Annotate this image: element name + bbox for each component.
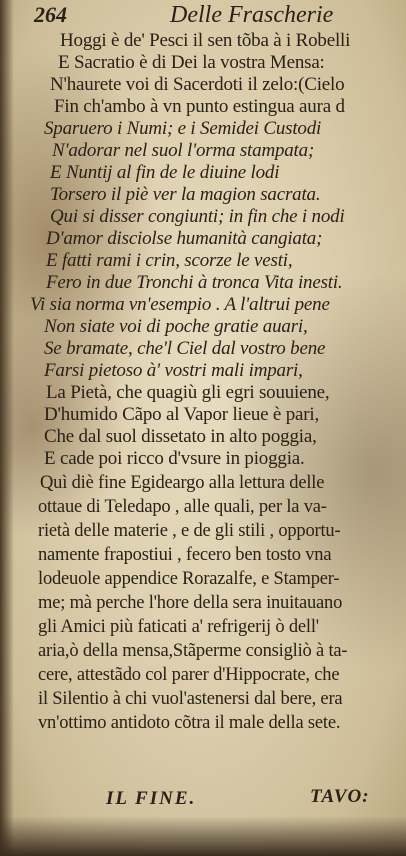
prose-line: gli Amici più faticati a' refrigerij ò dell' (38, 617, 319, 637)
prose-line: namente frapostiui , fecero ben tosto vna (38, 545, 332, 565)
prose-line: cere, attestãdo col parer d'Hippocrate, che (38, 665, 340, 685)
verse-line: Farsi pietoso à' vostri mali impari, (44, 360, 303, 381)
page-shadow-bottom (0, 816, 406, 856)
verse-line: Sparuero i Numi; e i Semidei Custodi (44, 118, 322, 139)
verse-line: E cade poi ricco d'vsure in pioggia. (44, 448, 305, 469)
running-title: Delle Frascherie (170, 2, 334, 28)
prose-line: ottaue di Teledapo , alle quali, per la va- (38, 497, 327, 517)
prose-line: me; mà perche l'hore della sera inuitauano (38, 593, 343, 613)
verse-line: E Sacratio è di Dei la vostra Mensa: (58, 52, 325, 73)
verse-line: Torsero il piè ver la magion sacrata. (50, 184, 321, 205)
verse-line: La Pietà, che quagiù gli egri souuiene, (46, 382, 330, 403)
catchword: TAVO: (310, 786, 370, 807)
verse-line: N'haurete voi di Sacerdoti il zelo:(Cielo (50, 74, 345, 95)
verse-line: Se bramate, che'l Ciel dal vostro bene (44, 338, 326, 359)
verse-line: N'adorar nel suol l'orma stampata; (52, 140, 315, 161)
prose-line: Quì diè fine Egideargo alla lettura delle (40, 473, 325, 493)
end-mark: IL FINE. (106, 788, 197, 809)
verse-line: Hoggi è de' Pesci il sen tõba à i Robelli (60, 30, 351, 51)
verse-line: D'amor disciolse humanità cangiata; (46, 228, 323, 249)
verse-line: Fero in due Tronchi à tronca Vita inesti. (46, 272, 343, 293)
verse-line: D'humido Cãpo al Vapor lieue è pari, (44, 404, 319, 425)
page-header (34, 2, 402, 32)
prose-line: il Silentio à chi vuol'astenersi dal bere, era (38, 689, 343, 709)
verse-line: E Nuntij al fin de le diuine lodi (50, 162, 280, 183)
verse-line: Non siate voi di poche gratie auari, (44, 316, 308, 337)
verse-line: Qui si disser congiunti; in fin che i nodi (50, 206, 345, 227)
prose-line: vn'ottimo antidoto cõtra il male della sete. (38, 713, 341, 733)
prose-line: rietà delle materie , e de gli stili , opportu- (38, 521, 341, 541)
verse-line: E fatti rami i crin, scorze le vesti, (46, 250, 293, 271)
verse-line: Che dal suol dissetato in alto poggia, (44, 426, 317, 447)
prose-line: lodeuole appendice Rorazalfe, e Stamper- (38, 569, 340, 589)
page-number: 264 (34, 2, 67, 27)
verse-line: Vi sia norma vn'esempio . A l'altrui pene (30, 294, 330, 315)
prose-line: aria,ò della mensa,Stãperme consigliò à ta- (38, 641, 348, 661)
page-shadow-left (0, 0, 14, 856)
verse-line: Fin ch'ambo à vn punto estingua aura d (54, 96, 345, 117)
